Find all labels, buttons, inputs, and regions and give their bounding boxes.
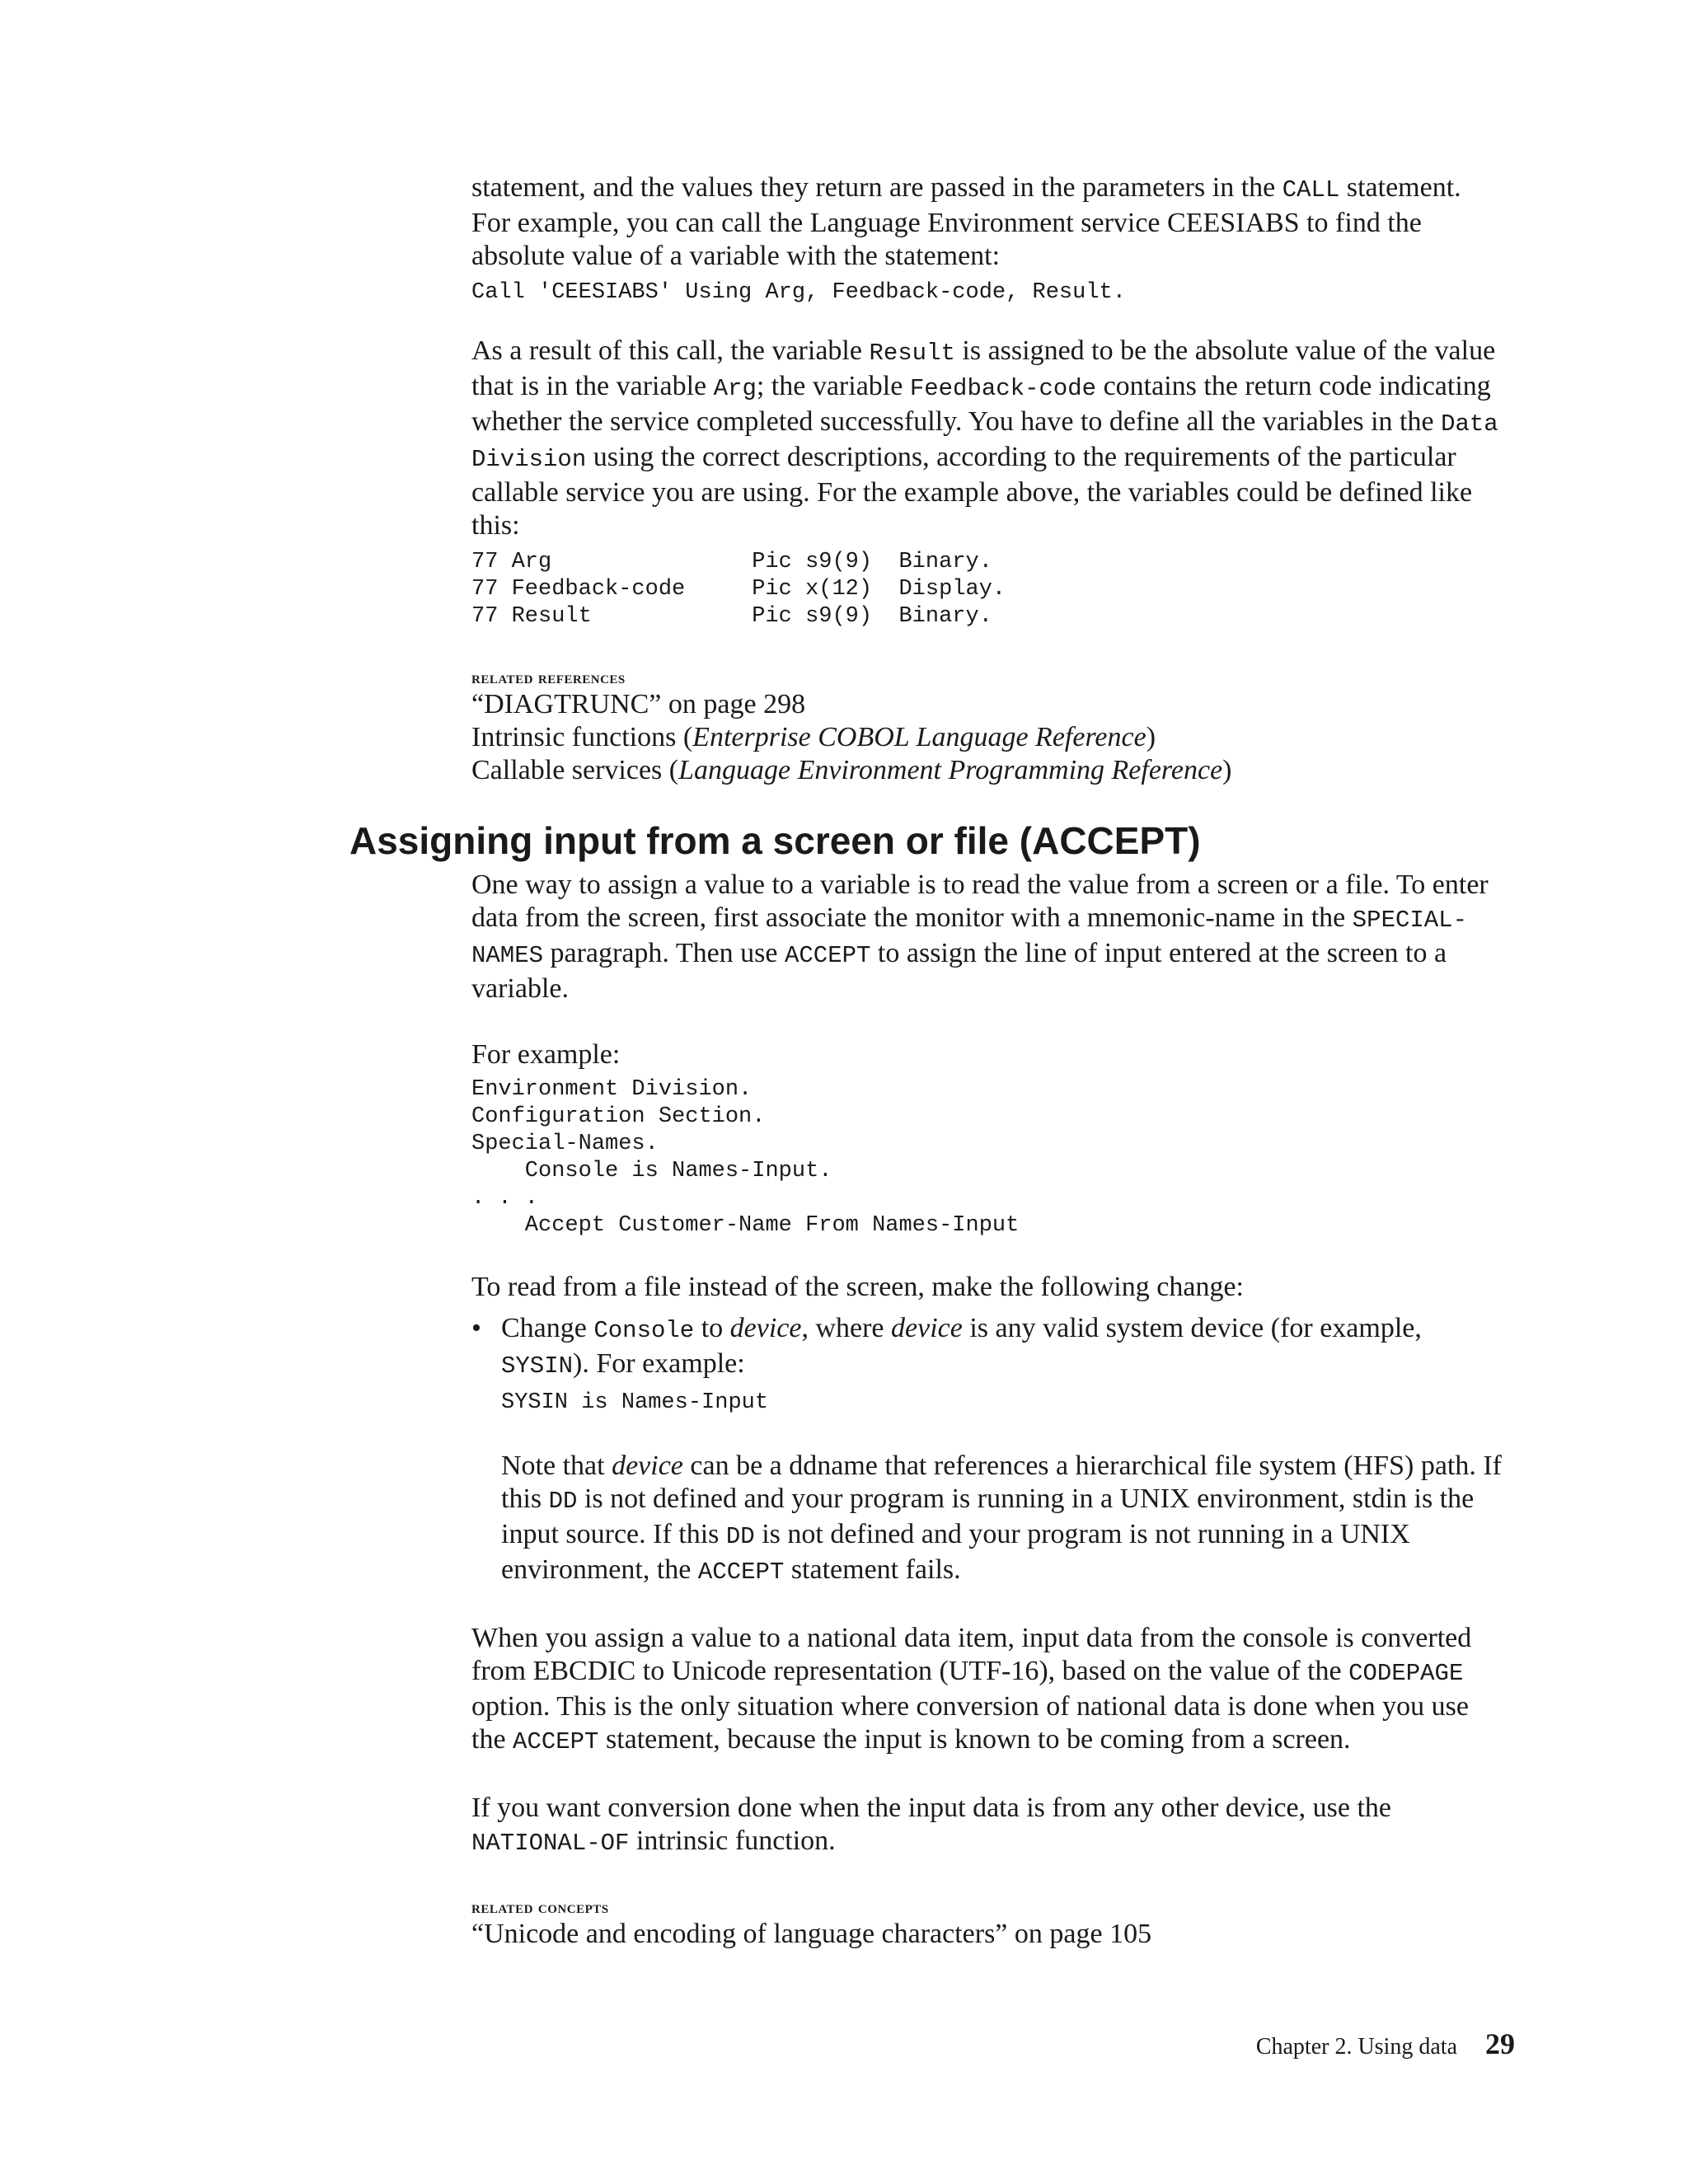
related-concepts-label: related concepts: [471, 1896, 609, 1917]
inline-code: CALL: [1282, 176, 1340, 204]
emphasis: device: [729, 1313, 802, 1343]
emphasis: device: [891, 1313, 963, 1343]
page-footer: [1218, 2027, 1515, 2064]
book-title: Enterprise COBOL Language Reference: [692, 722, 1146, 752]
inline-code: Feedback-code: [909, 375, 1097, 402]
text-span: statement, because the input is known to be coming from a screen.: [598, 1724, 1351, 1755]
inline-code: ACCEPT: [513, 1728, 599, 1755]
result-explanation-paragraph: [471, 335, 1502, 542]
accept-intro-paragraph: [471, 869, 1502, 1005]
text-span: Note that: [501, 1451, 612, 1481]
text-span: to: [694, 1313, 730, 1343]
chapter-title: Chapter 2. Using data: [1255, 2034, 1457, 2060]
inline-code: NATIONAL-OF: [471, 1830, 630, 1857]
code-example-sysin: SYSIN is Names-Input: [501, 1390, 769, 1415]
for-example-label: For example:: [471, 1039, 621, 1070]
text-span: option. This is the only situation where conversion of national data is done when you use the: [471, 1691, 1469, 1755]
section-heading: Assigning input from a screen or file (ACCEPT): [349, 819, 1201, 862]
link-diagtrunc[interactable]: “DIAGTRUNC” on page 298: [471, 689, 806, 719]
text-span: Intrinsic functions (: [471, 722, 693, 752]
bullet-text: [501, 1312, 1502, 1383]
related-references: [471, 667, 1502, 787]
text-span: Callable services (: [471, 755, 679, 785]
intro-paragraph: [471, 171, 1502, 273]
link-callable-services[interactable]: [471, 754, 1502, 787]
text-span: statement, and the values they return are passed in the parameters in the: [471, 172, 1282, 203]
text-span: Change: [501, 1313, 594, 1343]
code-example-call: Call 'CEESIABS' Using Arg, Feedback-code, Result.: [471, 280, 1126, 305]
text-span: is assigned to be the absolute value of the value that is in the variable: [471, 335, 1496, 401]
text-span: to assign the line of input entered at the screen to a variable.: [471, 938, 1447, 1004]
text-span: ): [1222, 755, 1232, 785]
text-span: is not defined and your program is running in a UNIX environment, stdin is the input source. If this: [501, 1483, 1475, 1549]
link-unicode-encoding[interactable]: “Unicode and encoding of language characters” on page 105: [471, 1919, 1152, 1949]
book-title: Language Environment Programming Reference: [678, 755, 1223, 785]
bullet-icon: •: [471, 1313, 481, 1343]
inline-code: Result: [869, 340, 955, 367]
inline-code: DD: [725, 1523, 755, 1550]
text-span: When you assign a value to a national data item, input data from the console is converted from EBCDIC to Unicode representation (UTF-16), based on the value of the: [471, 1623, 1472, 1686]
text-span: One way to assign a value to a variable is to read the value from a screen or a file. To enter data from the screen, first associate the monitor with a mnemonic-name in the: [471, 869, 1489, 933]
text-span: can be a ddname that references a hierarchical file system (HFS) path. If this: [501, 1451, 1502, 1514]
code-example-definitions: 77 Arg Pic s9(9) Binary. 77 Feedback-code Pic x(12) Display. 77 Result Pic s9(9) Binary.: [471, 550, 1006, 629]
inline-code: CODEPAGE: [1348, 1660, 1464, 1687]
conversion-paragraph: [471, 1792, 1502, 1860]
inline-code: Arg: [713, 375, 757, 402]
inline-code: Console: [593, 1317, 695, 1344]
text-span: ): [1146, 722, 1156, 752]
text-span: contains the return code indicating whether the service completed successfully. You have to define all the variables in the: [471, 371, 1491, 437]
code-example-accept: Environment Division. Configuration Section. Special-Names. Console is Names-Input. . . . Accept Customer-Name From Names-Input: [471, 1077, 1020, 1238]
related-references-label: related references: [471, 667, 626, 687]
inline-code: Data Division: [471, 410, 1498, 473]
national-data-paragraph: [471, 1622, 1502, 1759]
bullet-item: [471, 1312, 1502, 1589]
inline-code: SPECIAL-NAMES: [471, 907, 1467, 969]
inline-code: SYSIN: [501, 1352, 574, 1380]
inline-code: DD: [548, 1488, 578, 1515]
top-content: [471, 171, 1502, 787]
text-span: statement fails.: [784, 1554, 961, 1585]
related-concepts: [471, 1896, 1502, 1951]
inline-code: ACCEPT: [785, 942, 871, 969]
link-intrinsic-functions[interactable]: [471, 721, 1502, 754]
text-span: ). For example:: [573, 1348, 745, 1379]
text-span: statement. For example, you can call the Language Environment service CEESIABS to find the absolute value of a variable with the statement:: [471, 172, 1461, 271]
emphasis: device: [612, 1451, 683, 1481]
text-span: is any valid system device (for example,: [962, 1313, 1422, 1343]
text-span: using the correct descriptions, according to the requirements of the particular callable service you are using. For the example above, the variables could be defined like this:: [471, 442, 1473, 541]
text-span: intrinsic function.: [629, 1825, 836, 1856]
note-paragraph: [501, 1450, 1502, 1589]
text-span: If you want conversion done when the input data is from any other device, use the: [471, 1793, 1392, 1823]
section-content: [471, 869, 1502, 1951]
text-span: paragraph. Then use: [543, 938, 785, 968]
text-span: As a result of this call, the variable: [471, 335, 870, 366]
text-span: ; the variable: [756, 371, 910, 401]
file-change-paragraph: To read from a file instead of the screen, make the following change:: [471, 1272, 1244, 1302]
inline-code: ACCEPT: [697, 1558, 785, 1586]
text-span: is not defined and your program is not running in a UNIX environment, the: [501, 1519, 1410, 1585]
page-number: 29: [1485, 2027, 1515, 2060]
text-span: , where: [801, 1313, 892, 1343]
